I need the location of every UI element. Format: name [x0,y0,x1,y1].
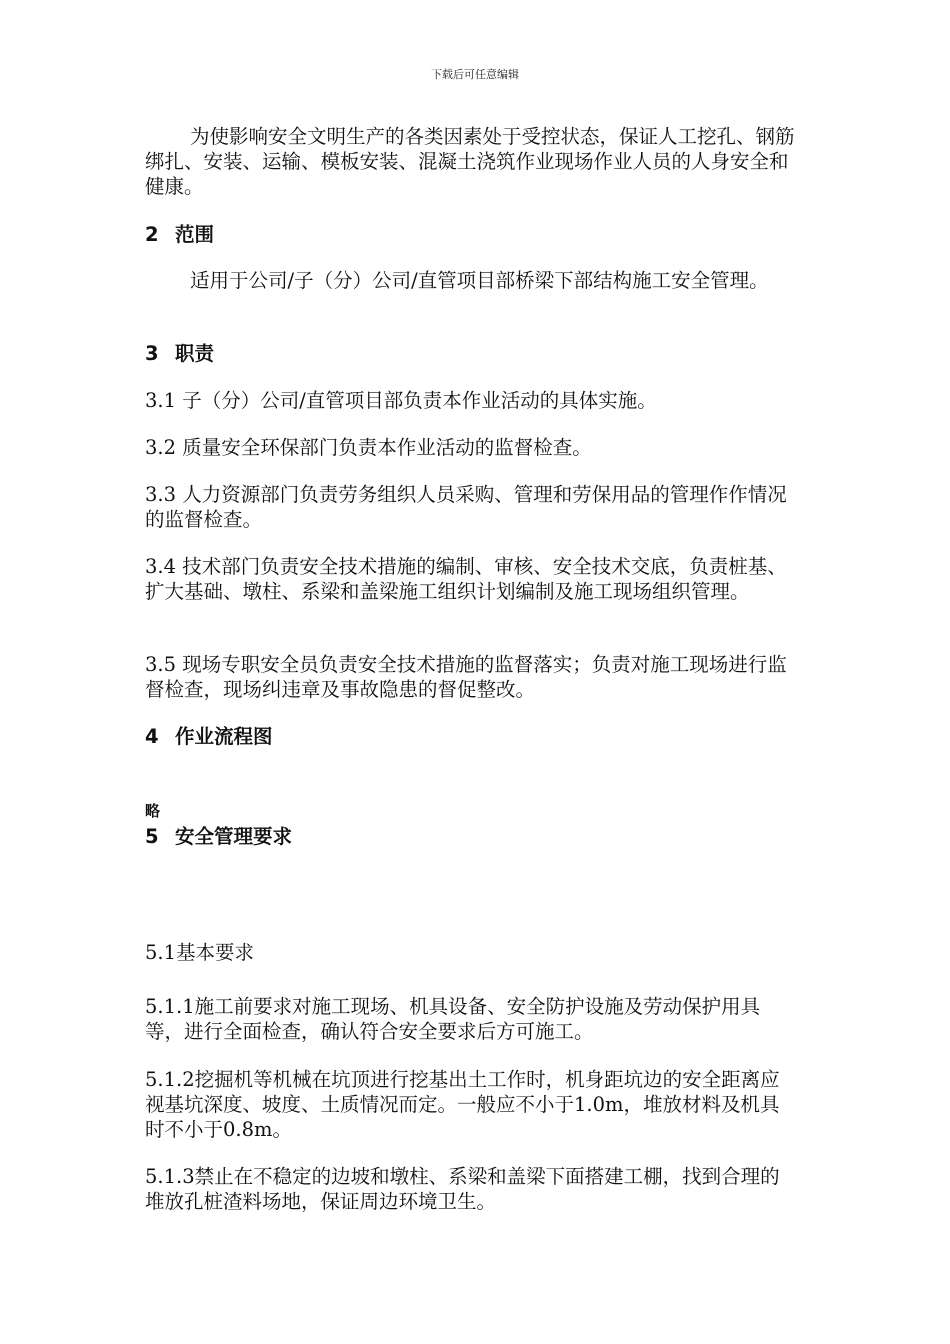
duty-item: 3.3 人力资源部门负责劳务组织人员采购、管理和劳保用品的管理作作情况的监督检查。 [145,483,787,531]
requirement-item: 5.1.3禁止在不稳定的边坡和墩柱、系梁和盖梁下面搭建工棚，找到合理的堆放孔桩渣料场地，保证周边环境卫生。 [145,1165,780,1213]
section-5-title: 安全管理要求 [175,825,293,848]
section-2-text: 适用于公司/子（分）公司/直管项目部桥梁下部结构施工安全管理。 [190,269,769,292]
section-2-heading [145,222,214,247]
duty-item: 3.2 质量安全环保部门负责本作业活动的监督检查。 [145,436,592,459]
section-4-heading [145,724,273,749]
section-4-title: 作业流程图 [175,725,273,748]
section-5-1-heading: 5.1基本要求 [145,941,255,964]
section-3-title: 职责 [175,342,215,365]
header-note: 下载后可任意编辑 [431,68,519,81]
requirement-item: 5.1.1施工前要求对施工现场、机具设备、安全防护设施及劳动保护用具等，进行全面检查，确认符合安全要求后方可施工。 [145,995,761,1043]
duty-item: 3.1 子（分）公司/直管项目部负责本作业活动的具体实施。 [145,389,657,412]
section-3-heading [145,341,214,366]
section-4-note: 略 [145,802,161,820]
section-3-number: 3 [145,342,159,365]
requirement-item: 5.1.2挖掘机等机械在坑顶进行挖基出土工作时，机身距坑边的安全距离应视基坑深度、坡度、土质情况而定。一般应不小于1.0m，堆放材料及机具时不小于0.8m。 [145,1068,780,1141]
section-5-heading [145,824,292,849]
intro-paragraph: 为使影响安全文明生产的各类因素处于受控状态，保证人工挖孔、钢筋绑扎、安装、运输、模板安装、混凝土浇筑作业现场作业人员的人身安全和健康。 [145,125,795,198]
section-5-number: 5 [145,825,159,848]
duty-item: 3.5 现场专职安全员负责安全技术措施的监督落实；负责对施工现场进行监督检查，现场纠违章及事故隐患的督促整改。 [145,653,787,701]
section-2-title: 范围 [175,223,215,246]
duty-item: 3.4 技术部门负责安全技术措施的编制、审核、安全技术交底，负责桩基、扩大基础、墩柱、系梁和盖梁施工组织计划编制及施工现场组织管理。 [145,555,787,603]
section-4-number: 4 [145,725,159,748]
section-2-number: 2 [145,223,159,246]
